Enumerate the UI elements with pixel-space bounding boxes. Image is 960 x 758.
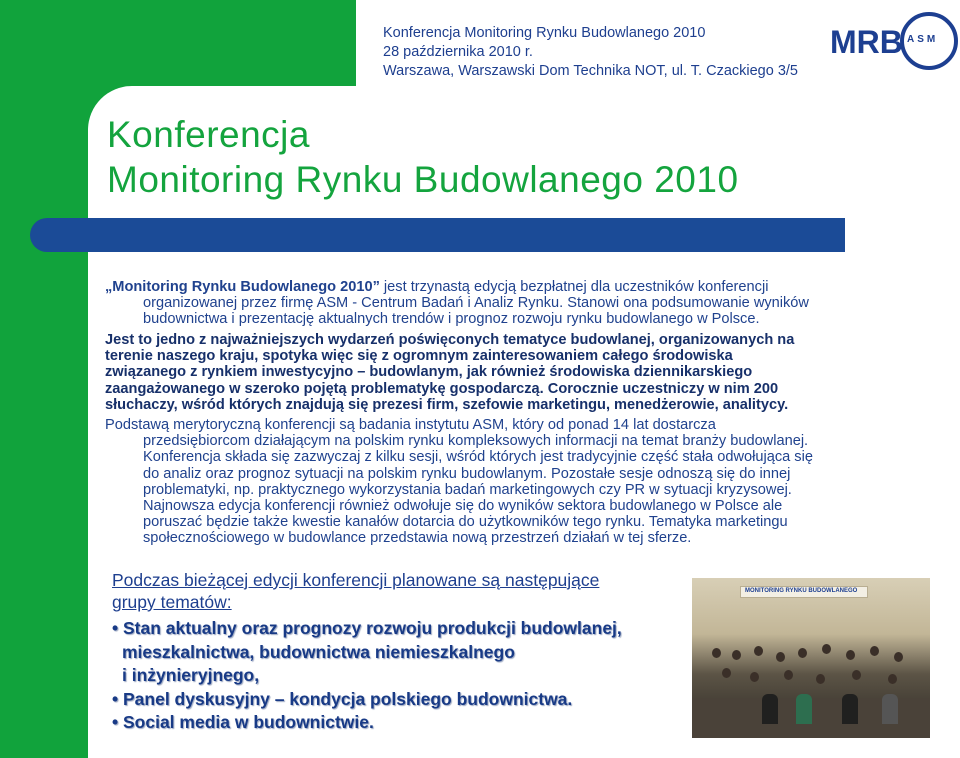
topics-heading-line-1: Podczas bieżącej edycji konferencji planowane są następujące — [112, 570, 600, 590]
topic-item-1-cont-2: i inżynieryjnego, — [122, 665, 260, 685]
audience-head — [712, 648, 721, 658]
audience-head — [776, 652, 785, 662]
audience-head — [888, 674, 897, 684]
topic-item-2: • Panel dyskusyjny – kondycja polskiego budownictwa. — [112, 688, 573, 709]
blue-divider-bar — [30, 218, 845, 252]
topics-list — [112, 617, 692, 735]
event-date: 28 października 2010 r. — [383, 44, 533, 60]
photo-banner — [740, 586, 868, 598]
audience-head — [750, 672, 759, 682]
highlight-line-5: słuchaczy, wśród których znajdują się prezesi firm, szefowie marketingu, menedżerowie, analitycy. — [105, 396, 789, 413]
topic-item-3: • Social media w budownictwie. — [112, 712, 374, 732]
logo-ring-text: ASM — [907, 34, 939, 45]
audience-head — [822, 644, 831, 654]
audience-head — [754, 646, 763, 656]
audience-person — [882, 694, 898, 724]
photo-banner-text: MONITORING RYNKU BUDOWLANEGO — [745, 588, 858, 594]
body-line-3: Konferencja składa się zazwyczaj z kilku sesji, wśród których jest tradycyjnie część stała odwołująca się — [143, 449, 813, 466]
audience-head — [846, 650, 855, 660]
intro-line-1 — [105, 279, 938, 295]
event-name: Konferencja Monitoring Rynku Budowlanego 2010 — [383, 25, 706, 41]
audience-head — [870, 646, 879, 656]
intro-paragraph — [105, 279, 938, 328]
audience-head — [798, 648, 807, 658]
intro-line-1-rest: jest trzynastą edycją bezpłatnej dla uczestników konferencji — [379, 279, 769, 295]
body-line-6: Najnowsza edycja konferencji również odwołuje się do wyników sektora budowlanego w Polsce ale — [143, 498, 783, 515]
body-paragraph — [105, 417, 938, 547]
audience-person — [842, 694, 858, 724]
topics-heading — [112, 569, 672, 613]
audience-head — [722, 668, 731, 678]
body-line-2: przedsiębiorcom działającym na polskim rynku kompleksowych informacji na temat branży budowlanej. — [143, 433, 809, 450]
logo-text: MRB — [830, 24, 903, 60]
highlight-line-3: związanego z rynkiem inwestycyjno – budowlanym, jak również środowiska dziennikarskiego — [105, 364, 753, 381]
intro-line-3: budownictwa i prezentację aktualnych trendów i prognoz rozwoju rynku budowlanego w Polsce. — [143, 311, 760, 328]
conference-photo — [692, 578, 930, 738]
highlight-paragraph — [105, 332, 938, 413]
highlight-line-2: terenie naszego kraju, spotyka więc się z ogromnym zainteresowaniem całego środowiska — [105, 348, 733, 365]
audience-person — [762, 694, 778, 724]
intro-line-2: organizowanej przez firmę ASM - Centrum Badań i Analiz Rynku. Stanowi ona podsumowanie wyników — [143, 295, 809, 312]
highlight-line-4: zaangażowanego w szeroko pojętą problematykę gospodarczą. Corocznie uczestniczy w nim 200 — [105, 380, 779, 397]
body-line-7: poruszać będzie także kwestie kanałów dotarcia do użytkowników tego rynku. Tematyka marketingu — [143, 514, 788, 531]
intro-bold-title: „Monitoring Rynku Budowlanego 2010” — [105, 279, 380, 295]
event-info — [383, 24, 798, 81]
highlight-line-1: Jest to jedno z najważniejszych wydarzeń poświęconych tematyce budowlanej, organizowanych na — [105, 332, 795, 348]
title-line-1: Konferencja — [107, 114, 310, 155]
audience-head — [852, 670, 861, 680]
green-side-strip — [0, 0, 90, 758]
audience-head — [784, 670, 793, 680]
audience-head — [894, 652, 903, 662]
event-location: Warszawa, Warszawski Dom Technika NOT, ul. T. Czackiego 3/5 — [383, 63, 798, 79]
topics-heading-line-2: grupy tematów: — [112, 592, 232, 612]
body-line-8: społecznościowego w budowlance przedstawia nową przestrzeń działań w tej sferze. — [143, 530, 692, 547]
title-line-2: Monitoring Rynku Budowlanego 2010 — [107, 159, 739, 200]
audience-person — [796, 694, 812, 724]
body-line-5: problematyki, np. praktycznego wykorzystania badań marketingowych czy PR w sytuacji kryzysowej. — [143, 481, 792, 498]
body-line-4: do analiz oraz prognoz sytuacji na polskim rynku budowlanym. Pozostałe sesje odnoszą się do innej — [143, 465, 791, 482]
audience-head — [816, 674, 825, 684]
audience-head — [732, 650, 741, 660]
mrb-asm-logo — [828, 10, 958, 76]
body-line-1: Podstawą merytoryczną konferencji są badania instytutu ASM, który od ponad 14 lat dostarcza — [105, 417, 716, 433]
page-title — [107, 112, 739, 202]
topic-item-1-cont-1: mieszkalnictwa, budownictwa niemieszkalnego — [122, 641, 515, 662]
topic-item-1: • Stan aktualny oraz prognozy rozwoju produkcji budowlanej, — [112, 618, 622, 638]
